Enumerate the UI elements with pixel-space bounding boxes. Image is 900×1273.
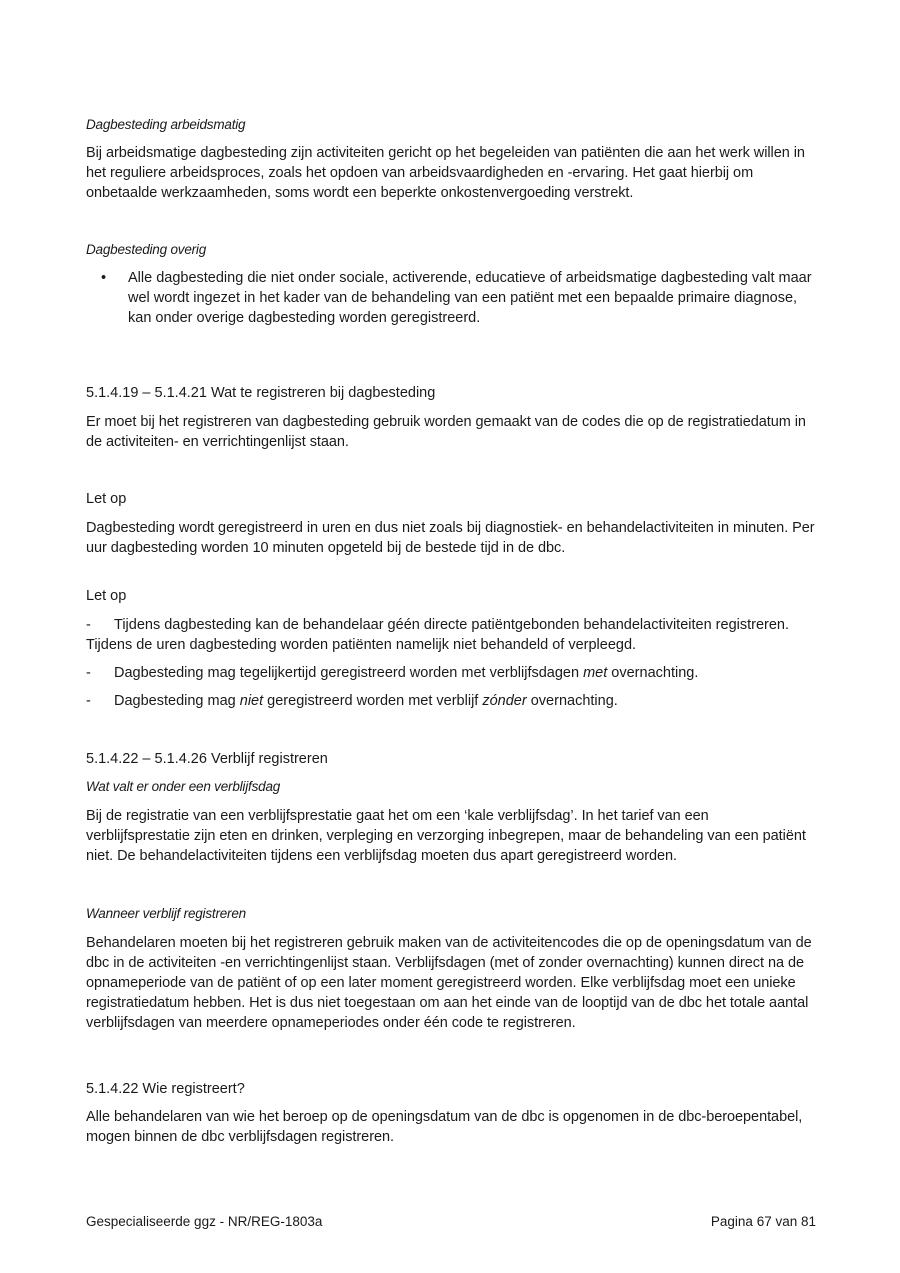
footer-document-id: Gespecialiseerde ggz - NR/REG-1803a [86,1214,323,1229]
emphasis-niet: niet [239,693,264,709]
document-page [86,0,816,1273]
emphasis-zonder: zónder [482,693,527,709]
footer-page-number: Pagina 67 van 81 [710,1214,816,1229]
dash-item-2 [86,663,816,683]
let-op-label-2: Let op [86,588,127,604]
subheading-wanneer: Wanneer verblijf registreren [86,906,246,921]
dash-text: Tijdens dagbesteding kan de behandelaar géén directe patiëntgebonden behandelactiviteiten registreren. Tijdens de uren dagbesteding worden patiënten namelijk niet behandeld of verpleegd. [86,617,790,653]
dash-marker: - [86,665,91,681]
section-heading-wie: 5.1.4.22 Wie registreert? [86,1081,245,1097]
bullet-marker: • [101,270,107,286]
section-heading-verblijf: 5.1.4.22 – 5.1.4.26 Verblijf registreren [86,751,328,767]
dash-marker: - [86,617,91,633]
dash-text: Dagbesteding mag niet geregistreerd worden met verblijf zónder overnachting. [114,693,618,709]
emphasis-met: met [583,665,608,681]
bullet-text: Alle dagbesteding die niet onder sociale, activerende, educatieve of arbeidsmatige dagbesteding valt maar wel wordt ingezet in het kader van de behandeling van een patiënt met een bepaalde primaire diagnose, kan onder overige dagbesteding worden geregistreerd. [128,270,812,326]
paragraph-verblijfsdag: Bij de registratie van een verblijfsprestatie gaat het om een ‘kale verblijfsdag’. In het tarief van een verblijfsprestatie zijn eten en drinken, verpleging en verzorging inbegrepen, maar de behandeling van een patiënt niet. De behandelactiviteiten tijdens een verblijfsdag moeten dus apart geregistreerd worden. [86,808,806,864]
paragraph-wanneer: Behandelaren moeten bij het registreren gebruik maken van de activiteitencodes die op de openingsdatum van de dbc in de activiteiten -en verrichtingenlijst staan. Verblijfsdagen (met of zonder overnachting) kunnen direct na de opnameperiode van de patiënt of op een later moment geregistreerd worden. Elke verblijfsdag moet een unieke registratiedatum hebben. Het is dus niet toegestaan om aan het einde van de looptijd van de dbc het totale aantal verblijfsdagen van meerdere opnameperiodes onder één code te registreren. [86,935,812,1031]
dash-text: Dagbesteding mag tegelijkertijd geregistreerd worden met verblijfsdagen met overnachting. [114,665,699,681]
subheading-verblijfsdag: Wat valt er onder een verblijfsdag [86,779,281,794]
paragraph-arbeidsmatig: Bij arbeidsmatige dagbesteding zijn activiteiten gericht op het begeleiden van patiënten die aan het werk willen in het reguliere arbeidsproces, zoals het opdoen van arbeidsvaardigheden en -ervaring. Het gaat hierbij om onbetaalde werkzaamheden, soms wordt een beperkte onkostenvergoeding verstrekt. [86,145,805,201]
dash-item-3 [86,691,816,711]
dash-item-1 [86,615,816,655]
paragraph-wie: Alle behandelaren van wie het beroep op de openingsdatum van de dbc is opgenomen in de dbc-beroepentabel, mogen binnen de dbc verblijfsdagen registreren. [86,1109,803,1145]
section-heading-wat-registreren: 5.1.4.19 – 5.1.4.21 Wat te registreren bij dagbesteding [86,385,436,401]
let-op-label-1: Let op [86,491,127,507]
paragraph-let-op-1: Dagbesteding wordt geregistreerd in uren en dus niet zoals bij diagnostiek- en behandelactiviteiten in minuten. Per uur dagbesteding worden 10 minuten opgeteld bij de bestede tijd in de dbc. [86,520,815,556]
paragraph-wat-registreren: Er moet bij het registreren van dagbesteding gebruik worden gemaakt van de codes die op de registratiedatum in de activiteiten- en verrichtingenlijst staan. [86,414,806,450]
subheading-overig: Dagbesteding overig [86,242,207,257]
dash-marker: - [86,693,91,709]
subheading-arbeidsmatig: Dagbesteding arbeidsmatig [86,117,246,132]
